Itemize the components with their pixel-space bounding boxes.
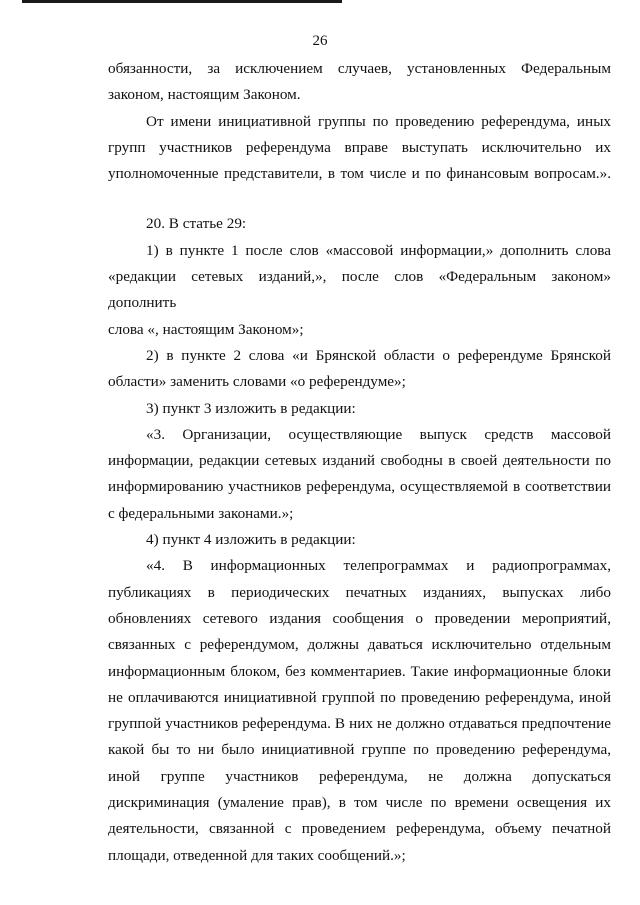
text-line: 1) в пункте 1 после слов «массовой информации,» дополнить слова bbox=[146, 241, 611, 259]
text-line: групп участников референдума вправе выступать исключительно их bbox=[108, 138, 611, 156]
text-line: области» заменить словами «о референдуме»; bbox=[108, 373, 406, 391]
text-line: обязанности, за исключением случаев, установленных Федеральным bbox=[108, 60, 611, 77]
text-line: информационным блоком, без комментариев. Такие информационные блоки bbox=[108, 662, 611, 680]
document-body bbox=[108, 56, 611, 869]
text-line: 2) в пункте 2 слова «и Брянской области о референдуме Брянской bbox=[146, 346, 611, 364]
text-line: 4) пункт 4 изложить в редакции: bbox=[146, 531, 356, 549]
text-line: связанных с референдумом, должны даваться исключительно отдельным bbox=[108, 636, 611, 654]
text-line: информированию участников референдума, осуществляемой в соответствии bbox=[108, 478, 611, 496]
text-line: публикациях в периодических печатных изданиях, выпусках либо bbox=[108, 583, 611, 601]
scan-edge-mark bbox=[22, 0, 342, 3]
text-line: группой участников референдума. В них не должно отдаваться предпочтение bbox=[108, 715, 611, 733]
text-line: иной группе участников референдума, не должна допускаться bbox=[108, 767, 611, 785]
text-line: какой бы то ни было инициативной группе по проведению референдума, bbox=[108, 741, 611, 759]
text-line: От имени инициативной группы по проведению референдума, иных bbox=[146, 112, 611, 130]
text-line: площади, отведенной для таких сообщений.»; bbox=[108, 846, 406, 864]
text-line: «редакции сетевых изданий,», после слов «Федеральным законом» дополнить bbox=[108, 268, 611, 312]
text-line: слова «, настоящим Законом»; bbox=[108, 320, 304, 338]
text-line: уполномоченные представители, в том числе и по финансовым вопросам.». bbox=[108, 165, 611, 183]
text-line: «4. В информационных телепрограммах и радиопрограммах, bbox=[146, 557, 611, 575]
text-line: дискриминация (умаление прав), в том числе по времени освещения их bbox=[108, 794, 611, 812]
paragraph-gap bbox=[108, 187, 611, 211]
text-line: не оплачиваются инициативной группой по проведению референдума, иной bbox=[108, 688, 611, 706]
text-line: «3. Организации, осуществляющие выпуск средств массовой bbox=[146, 425, 611, 443]
text-line: 20. В статье 29: bbox=[146, 215, 247, 233]
text-line: 3) пункт 3 изложить в редакции: bbox=[146, 399, 356, 417]
text-line: законом, настоящим Законом. bbox=[108, 86, 301, 104]
text-line: информации, редакции сетевых изданий свободны в своей деятельности по bbox=[108, 452, 611, 470]
text-line: с федеральными законами.»; bbox=[108, 504, 294, 522]
page-number: 26 bbox=[312, 33, 328, 49]
text-line: деятельности, связанной с проведением референдума, объему печатной bbox=[108, 820, 611, 838]
text-line: обновлениях сетевого издания сообщения о проведении мероприятий, bbox=[108, 609, 611, 627]
